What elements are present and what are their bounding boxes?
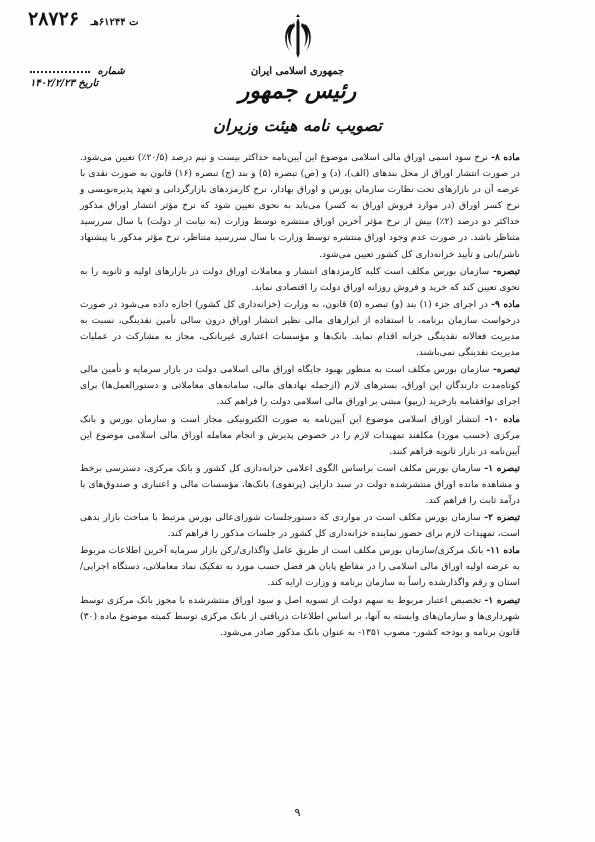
letter-number-ref: ت ۶۱۲۴۴هـ bbox=[90, 17, 139, 28]
letter-number-main: ۲۸۷۲۶ bbox=[28, 8, 80, 30]
article-heading: ماده ۹- bbox=[491, 298, 520, 310]
paragraph-text: در اجرای جزء (۱) بند (و) تبصره (۵) قانون، به وزارت (خزانه‌داری کل کشور) اجازه داده می‌شود در صورت درخواست سازمان برنامه، با استفاده از ابزارهای مالی نظیر انتشار اوراق درون سالی تأمین نقدینگی، نسبت به مدیریت فعالانه نقدینگی خزانه اقدام نماید. بانک‌ها و مؤسسات اعتباری غیربانکی، مجاز به مشارکت در عملیات مدیریت نقدینگی نمی‌باشند. bbox=[80, 298, 520, 359]
paragraph-text: بانک مرکزی/سازمان بورس مکلف است از طریق عامل واگذاری/رکن بازار سرمایه آخرین اطلاعات مربوط به عرضه اولیه اوراق مالی اسلامی را در مقاطع پایان هر فصل حسب مورد به تفکیک نماد معاملاتی، دستگاه اجرایی/استان و رقم واگذارشده راساً به سازمان برنامه و وزارت ارایه کند. bbox=[80, 545, 520, 589]
document-body bbox=[80, 150, 520, 641]
article-heading: ماده ۱۰- bbox=[484, 413, 521, 425]
paragraph bbox=[80, 264, 520, 296]
paragraph-text: تخصیص اعتبار مربوط به سهم دولت از تسویه اصل و سود اوراق منتشرشده با مجوز بانک مرکزی توسط شهرداری‌ها و سازمان‌های وابسته به آنها، بر اساس اطلاعات دریافتی از بانک مرکزی توسط کمیته موضوع ماده (۳۰) قانون برنامه و بودجه کشور- مصوب ۱۳۵۱- به عنوان بانک مذکور صادر می‌شود. bbox=[80, 594, 520, 638]
paragraph bbox=[80, 297, 520, 361]
paragraph-text: سازمان بورس مکلف است در مواردی که دستورجلسات شورای‌عالی بورس مرتبط با مباحث بازار بدهی است، تمهیدات لازم برای حضور نماینده خزانه‌داری کل کشور در جلسات مذکور را فراهم کند. bbox=[80, 512, 520, 540]
paragraph-text: انتشار اوراق اسلامی موضوع این آیین‌نامه به صورت الکترونیکی مجاز است و سازمان بورس و بانک مرکزی (حسب مورد) مکلفند تمهیدات لازم را در خصوص پذیرش و انجام معامله اوراق مالی اسلامی موضوع این آیین‌نامه در بازار ثانویه فراهم کنند. bbox=[80, 413, 520, 457]
note-heading: تبصره ۱- bbox=[484, 462, 520, 474]
republic-title: جمهوری اسلامی ایران bbox=[250, 66, 345, 77]
note-heading: تبصره- bbox=[493, 265, 520, 277]
page-number: ۹ bbox=[294, 806, 301, 819]
paragraph bbox=[80, 362, 520, 410]
cabinet-title: تصویب نامه هیئت وزیران bbox=[213, 116, 382, 135]
paragraph-text: نرخ سود اسمی اوراق مالی اسلامی موضوع این آیین‌نامه حداکثر بیست و نیم درصد (۲۰/۵٪) تعیین می‌شود. در صورت انتشار اوراق از محل بندهای (الف)، (د) و (ص) تبصره (۵) و بند (ج) تبصره (۱۶) قانون به صورت نقدی با عرضه آن در بازارهای تحت نظارت سازمان بورس و اوراق بهادار، نرخ کارمزدهای بازارگردانی و تعهد پذیره‌نویسی و نرخ کسر اوراق (در موارد فروش اوراق به کسر) می‌باید به نحوی تعیین شود که نرخ مؤثر انتشار اوراق مذکور حداکثر دو درصد (۲٪) بیش از نرخ مؤثر آخرین اوراق منتشره توسط وزارت (به نیابت از دولت) با سال سررسید متناظر باشد. در صورت عدم وجود اوراق منتشره توسط وزارت با سال سررسید متناظر، نرخ مؤثر مذکور با پیشنهاد ناشر/بانی و تأیید خزانه‌داری کل کشور تعیین می‌شود. bbox=[80, 152, 521, 260]
article-heading: ماده ۸- bbox=[491, 152, 520, 163]
letter-number bbox=[28, 8, 139, 30]
president-title: رئیس جمهور bbox=[238, 78, 357, 104]
paragraph-text: سازمان بورس مکلف است کلیه کارمزدهای انتشار و معاملات اوراق دولت در بازارهای اولیه و ثانویه را به نحوی تعیین کند که خرید و فروش روزانه اوراق دولت را اقتصادی نماید. bbox=[80, 265, 520, 293]
paragraph bbox=[80, 593, 520, 641]
paragraph bbox=[80, 543, 520, 591]
paragraph bbox=[80, 510, 520, 542]
iran-emblem-icon bbox=[283, 14, 313, 60]
note-heading: تبصره ۱- bbox=[484, 594, 520, 606]
paragraph bbox=[80, 412, 520, 460]
article-heading: ماده ۱۱- bbox=[486, 545, 521, 557]
date-label: تاریخ bbox=[78, 78, 99, 89]
paragraph bbox=[80, 461, 520, 509]
paragraph-text: سازمان بورس مکلف است به منظور بهبود جایگاه اوراق مالی اسلامی دولت در بازار سرمایه و تأمین مالی کوتاه‌مدت دارندگان این اوراق، بسترهای لازم (ازجمله نهادهای مالی، سامانه‌های معاملاتی و دستورالعمل‌ها) برای اجرای توافقنامه بازخرید (ریپو) مبتنی بر اوراق مالی اسلامی دولت را فراهم کند. bbox=[80, 364, 520, 408]
paragraph bbox=[80, 150, 520, 263]
paragraph-text: سازمان بورس مکلف است براساس الگوی اعلامی خزانه‌داری کل کشور و بانک مرکزی، دسترسی برخط و مشاهده مانده اوراق منتشرشده دولت در سبد دارایی (پرتفوی) بانک‌ها، مؤسسات مالی و اعتباری و صندوق‌های با درآمد ثابت را فراهم کند. bbox=[80, 462, 520, 506]
number-label: شماره bbox=[97, 66, 125, 77]
note-heading: تبصره- bbox=[493, 364, 520, 376]
date-value: ۱۴۰۲/۲/۲۳ bbox=[30, 78, 75, 89]
note-heading: تبصره ۲- bbox=[484, 512, 520, 524]
